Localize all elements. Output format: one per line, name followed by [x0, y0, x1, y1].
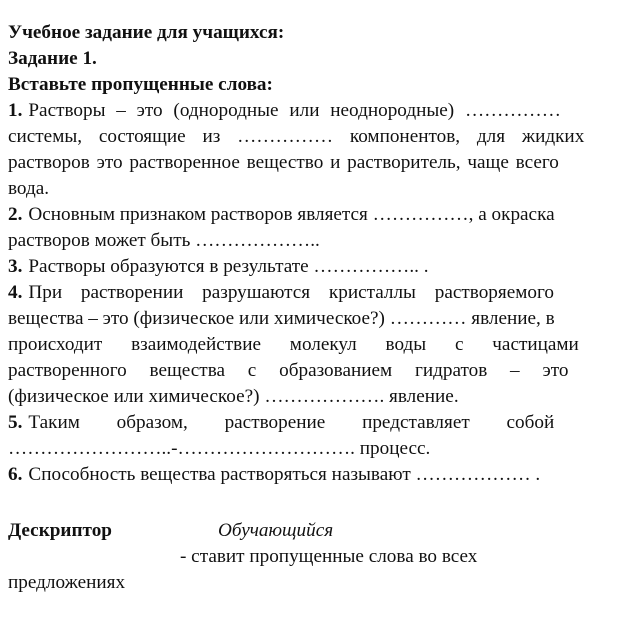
descriptor-text-2: предложениях	[8, 572, 126, 593]
item-4-line-2: вещества – это (физическое или химическое?) ………… явление, в	[8, 308, 555, 329]
item-4-line-3: происходит взаимодействие молекул воды с частицами	[8, 334, 579, 355]
task-number: Задание 1.	[8, 48, 97, 69]
item-2-line-2: растворов может быть ………………..	[8, 230, 320, 251]
item-2-number: 2.	[8, 204, 23, 225]
item-1-line-2: системы, состоящие из …………… компонентов, для жидких	[8, 126, 585, 147]
item-3-line-1	[8, 254, 429, 280]
item-5-line-1	[8, 410, 554, 436]
item-6-line-1	[8, 462, 540, 488]
item-1-line-3: растворов это растворенное вещество и растворитель, чаще всего	[8, 152, 559, 173]
item-4-line-1	[8, 280, 554, 306]
item-1-text-1: Растворы – это (однородные или неоднородные) ……………	[28, 100, 561, 121]
item-6-text-1: Способность вещества растворяться называют ……………… .	[28, 464, 541, 485]
item-1-line-4: вода.	[8, 178, 50, 199]
item-5-line-2: ……………………..-………………………. процесс.	[8, 438, 431, 459]
item-1-line-1	[8, 98, 561, 124]
item-4-number: 4.	[8, 282, 23, 303]
task-instruction: Вставьте пропущенные слова:	[8, 74, 273, 95]
item-5-text-1: Таким образом, растворение представляет собой	[28, 412, 555, 433]
descriptor-column: Обучающийся	[218, 520, 334, 541]
item-3-text-1: Растворы образуются в результате …………….. .	[28, 256, 429, 277]
item-6-number: 6.	[8, 464, 23, 485]
item-4-text-1: При растворении разрушаются кристаллы растворяемого	[28, 282, 554, 303]
item-5-number: 5.	[8, 412, 23, 433]
descriptor-text: - ставит пропущенные слова во всех	[180, 546, 478, 567]
item-2-line-1	[8, 202, 555, 228]
item-4-line-5: (физическое или химическое?) ………………. явление.	[8, 386, 459, 407]
task-heading: Учебное задание для учащихся:	[8, 22, 285, 43]
item-4-line-4: растворенного вещества с образованием гидратов – это	[8, 360, 569, 381]
item-1-number: 1.	[8, 100, 23, 121]
item-3-number: 3.	[8, 256, 23, 277]
descriptor-label: Дескриптор	[8, 520, 112, 541]
descriptor-row	[8, 518, 334, 544]
item-2-text-1: Основным признаком растворов является ……………, а окраска	[28, 204, 555, 225]
